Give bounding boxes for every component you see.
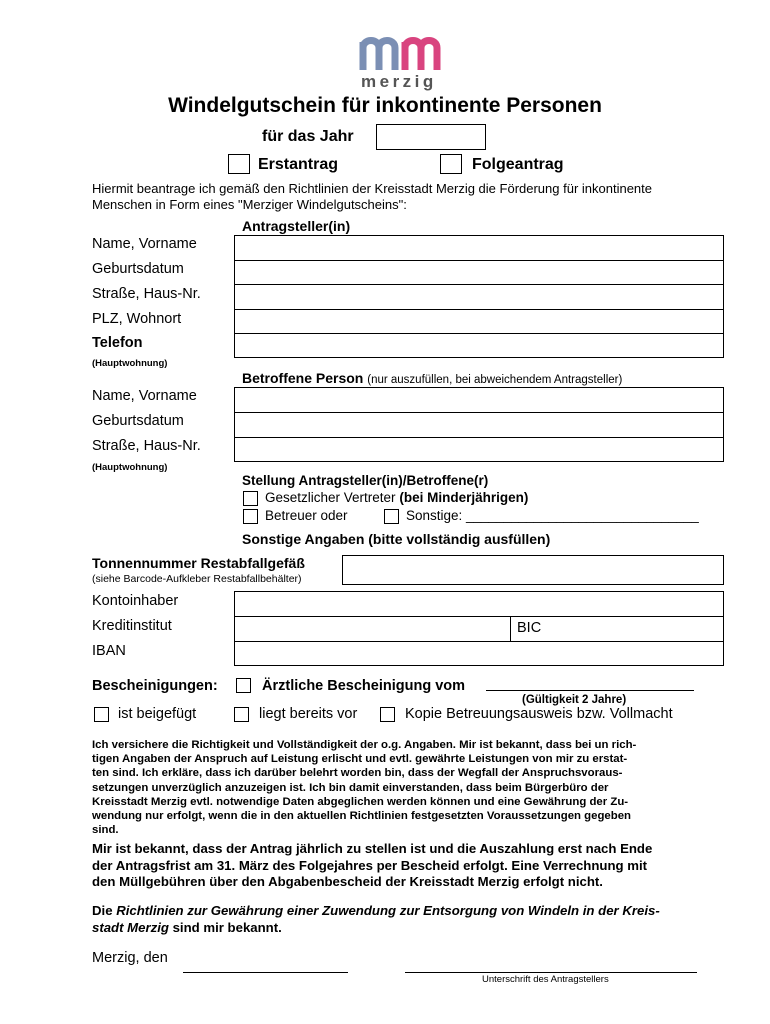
intro-line-2: Menschen in Form eines "Merziger Windelgutscheins": bbox=[92, 197, 407, 212]
affected-name-label: Name, Vorname bbox=[92, 388, 197, 404]
legal-rep-note: (bei Minderjährigen) bbox=[399, 490, 529, 505]
bank-label: Kreditinstitut bbox=[92, 618, 172, 634]
folgeantrag-label: Folgeantrag bbox=[472, 156, 564, 173]
legal-rep-text: Gesetzlicher Vertreter bbox=[265, 490, 396, 505]
affected-birth-input[interactable] bbox=[235, 413, 723, 438]
affected-street-label: Straße, Haus-Nr. bbox=[92, 438, 201, 454]
caretaker-label: Betreuer oder bbox=[265, 508, 348, 523]
guidelines-prefix: Die bbox=[92, 903, 117, 918]
medical-cert-checkbox[interactable] bbox=[236, 678, 251, 693]
other-label: Sonstige: _______________________________ bbox=[406, 508, 699, 523]
guidelines-suffix: sind mir bekannt. bbox=[168, 919, 282, 935]
declaration-line: sind. bbox=[92, 824, 119, 837]
date-line[interactable] bbox=[183, 960, 348, 973]
legal-rep-checkbox[interactable] bbox=[243, 491, 258, 506]
legal-rep-label bbox=[265, 490, 528, 505]
other-checkbox[interactable] bbox=[384, 509, 399, 524]
applicant-table bbox=[234, 235, 724, 358]
iban-label: IBAN bbox=[92, 643, 126, 659]
certs-label: Bescheinigungen: bbox=[92, 678, 218, 694]
present-checkbox[interactable] bbox=[234, 707, 249, 722]
tonnen-note: (siehe Barcode-Aufkleber Restabfallbehälter) bbox=[92, 573, 302, 585]
bic-label: BIC bbox=[517, 620, 542, 636]
declaration-line: ten sind. Ich erkläre, dass ich darüber belehrt worden bin, dass der Wegfall der Anspruchsvoraus- bbox=[92, 767, 623, 780]
affected-heading-text: Betroffene Person bbox=[242, 370, 364, 386]
guidelines-line-2 bbox=[92, 920, 724, 937]
erstantrag-label: Erstantrag bbox=[258, 156, 339, 173]
copy-label: Kopie Betreuungsausweis bzw. Vollmacht bbox=[405, 706, 673, 722]
tonnen-label: Tonnennummer Restabfallgefäß bbox=[92, 555, 305, 571]
declaration-line: Kreisstadt Merzig evtl. notwendige Daten abgeglichen werden können und eine Gewährung der Zu- bbox=[92, 795, 629, 808]
affected-heading-note: (nur auszufüllen, bei abweichendem Antragsteller) bbox=[367, 374, 623, 386]
guidelines-title-2: stadt Merzig bbox=[92, 919, 169, 935]
applicant-city-label: PLZ, Wohnort bbox=[92, 311, 182, 327]
guidelines-line-1 bbox=[92, 903, 724, 920]
account-holder-label: Kontoinhaber bbox=[92, 593, 179, 609]
applicant-birth-input[interactable] bbox=[235, 261, 723, 286]
logo-wordmark: merzig bbox=[361, 72, 437, 91]
declaration-line: tigen Angaben der Anspruch auf Leistung erlischt und evtl. gewährte Leistungen von mir zu erstat- bbox=[92, 753, 628, 766]
signature-line[interactable] bbox=[405, 960, 697, 973]
erstantrag-checkbox[interactable] bbox=[228, 154, 250, 174]
declaration-line: setzungen unverzüglich anzuzeigen ist. Ich bin damit einverstanden, dass beim Bürgerbüro der bbox=[92, 781, 609, 794]
account-holder-input[interactable] bbox=[235, 592, 723, 617]
guidelines-paragraph bbox=[92, 903, 724, 936]
applicant-street-input[interactable] bbox=[235, 285, 723, 310]
applicant-street-label: Straße, Haus-Nr. bbox=[92, 286, 201, 302]
medical-cert-label: Ärztliche Bescheinigung vom bbox=[262, 678, 466, 694]
place-date-label: Merzig, den bbox=[92, 950, 168, 966]
applicant-name-label: Name, Vorname bbox=[92, 236, 197, 252]
relation-heading: Stellung Antragsteller(in)/Betroffene(r) bbox=[242, 473, 489, 488]
declaration-paragraph bbox=[92, 738, 724, 837]
affected-table bbox=[234, 387, 724, 462]
declaration-line: Ich versichere die Richtigkeit und Vollständigkeit der o.g. Angaben. Mir ist bekannt, dass bei un rich- bbox=[92, 739, 637, 751]
notice-paragraph bbox=[92, 841, 724, 891]
applicant-birth-label: Geburtsdatum bbox=[92, 261, 184, 277]
merzig-logo bbox=[355, 28, 450, 94]
affected-residence-note: (Hauptwohnung) bbox=[92, 462, 168, 473]
folgeantrag-checkbox[interactable] bbox=[440, 154, 462, 174]
page-title: Windelgutschein für inkontinente Personen bbox=[168, 94, 602, 117]
applicant-city-input[interactable] bbox=[235, 310, 723, 335]
bank-row bbox=[235, 617, 723, 642]
affected-birth-label: Geburtsdatum bbox=[92, 413, 184, 429]
guidelines-title-1: Richtlinien zur Gewährung einer Zuwendung zur Entsorgung von Windeln in der Kreis- bbox=[116, 903, 660, 918]
applicant-name-input[interactable] bbox=[235, 236, 723, 261]
caretaker-checkbox[interactable] bbox=[243, 509, 258, 524]
notice-line: der Antragsfrist am 31. März des Folgejahres per Bescheid erfolgt. Eine Verrechnung mit bbox=[92, 857, 648, 873]
notice-line: den Müllgebühren über den Abgabenbescheid der Kreisstadt Merzig erfolgt nicht. bbox=[92, 874, 603, 889]
medical-cert-date-line[interactable] bbox=[486, 676, 694, 691]
affected-street-input[interactable] bbox=[235, 438, 723, 463]
declaration-line: wendung nur erfolgt, wenn die in den aktuellen Richtlinien festgesetzten Voraussetzungen gegeben bbox=[92, 810, 632, 823]
bank-input[interactable] bbox=[235, 617, 511, 641]
applicant-phone-label: Telefon bbox=[92, 335, 143, 351]
bank-table bbox=[234, 591, 724, 666]
applicant-residence-note: (Hauptwohnung) bbox=[92, 358, 168, 369]
attached-checkbox[interactable] bbox=[94, 707, 109, 722]
logo-mark-icon bbox=[355, 28, 450, 76]
year-input[interactable] bbox=[376, 124, 486, 150]
affected-name-input[interactable] bbox=[235, 388, 723, 413]
affected-heading bbox=[242, 370, 622, 386]
year-label: für das Jahr bbox=[262, 128, 354, 145]
applicant-phone-input[interactable] bbox=[235, 334, 723, 359]
applicant-heading: Antragsteller(in) bbox=[242, 218, 351, 234]
other-info-heading: Sonstige Angaben (bitte vollständig ausfüllen) bbox=[242, 531, 551, 547]
signature-label: Unterschrift des Antragstellers bbox=[482, 974, 609, 985]
copy-checkbox[interactable] bbox=[380, 707, 395, 722]
tonnen-input[interactable] bbox=[342, 555, 724, 585]
iban-input[interactable] bbox=[235, 642, 723, 667]
notice-line: Mir ist bekannt, dass der Antrag jährlich zu stellen ist und die Auszahlung erst nach Ende bbox=[92, 841, 653, 856]
present-label: liegt bereits vor bbox=[259, 706, 358, 722]
attached-label: ist beigefügt bbox=[118, 706, 197, 722]
validity-note: (Gültigkeit 2 Jahre) bbox=[522, 694, 627, 706]
intro-line-1: Hiermit beantrage ich gemäß den Richtlinien der Kreisstadt Merzig die Förderung für inkontinente bbox=[92, 181, 653, 196]
